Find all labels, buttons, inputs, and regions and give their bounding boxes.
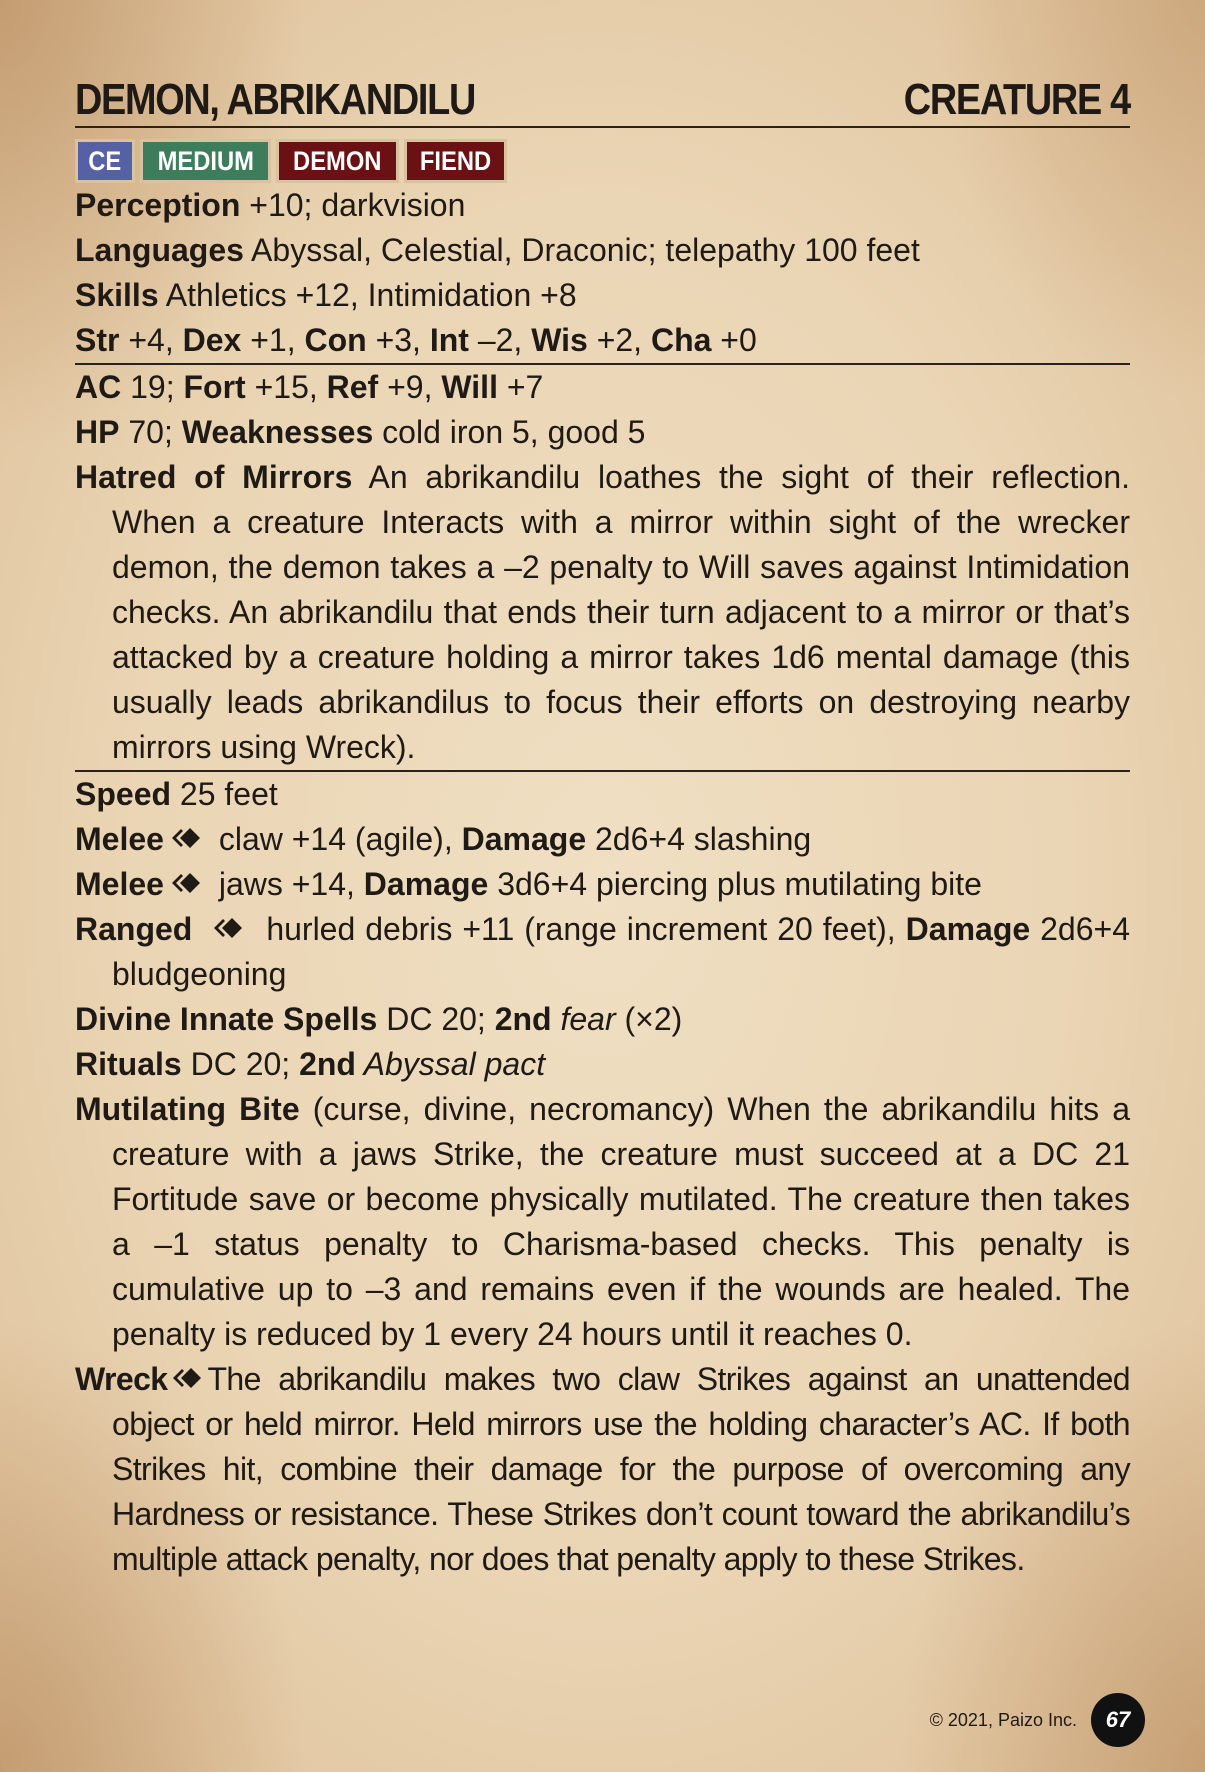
hatred-of-mirrors-ability: Hatred of Mirrors An abrikandilu loathes the sight of their reflection. When a creature Interacts with a mirror within sight of the wrecker demon, the demon takes a –2 penalty to Will saves against Intimidation checks. An abrikandilu that ends their turn adjacent to a mirror or that’s attacked by a creature holding a mirror takes 1d6 mental damage (this usually leads abrikandilus to focus their efforts on destroying nearby mirrors using Wreck). (75, 459, 1131, 765)
single-action-icon (210, 913, 246, 943)
trait-list (75, 139, 1130, 183)
creature-name: DEMON, ABRIKANDILU (75, 75, 476, 124)
single-action-icon (168, 868, 204, 898)
perception-line: Perception +10; darkvision (75, 187, 466, 223)
page-footer (930, 1693, 1145, 1747)
copyright-text: © 2021, Paizo Inc. (929, 1709, 1077, 1730)
single-action-icon (169, 1363, 205, 1393)
page-number: 67 (1091, 1693, 1145, 1747)
creature-level: CREATURE 4 (903, 75, 1130, 124)
speed-line: Speed 25 feet (75, 776, 278, 812)
melee-claw-line: Melee claw +14 (agile), Damage 2d6+4 slashing (75, 821, 812, 857)
melee-jaws-line: Melee jaws +14, Damage 3d6+4 piercing plus mutilating bite (75, 866, 982, 902)
title-row (75, 70, 1130, 128)
mutilating-bite-ability: Mutilating Bite (curse, divine, necromancy) When the abrikandilu hits a creature with a jaws Strike, the creature must succeed at a DC 21 Fortitude save or become physically mutilated. The creature then takes a –1 status penalty to Charisma-based checks. This penalty is cumulative up to –3 and remains even if the wounds are healed. The penalty is reduced by 1 every 24 hours until it reaches 0. (75, 1091, 1131, 1352)
languages-line: Languages Abyssal, Celestial, Draconic; telepathy 100 feet (75, 232, 920, 268)
innate-spells-line: Divine Innate Spells DC 20; 2nd fear (×2) (75, 1001, 683, 1037)
trait-size: MEDIUM (140, 139, 272, 183)
rituals-line: Rituals DC 20; 2nd Abyssal pact (75, 1046, 546, 1082)
stat-block (75, 70, 1130, 1582)
defenses-line: AC 19; Fort +15, Ref +9, Will +7 (75, 369, 544, 405)
ability-scores-line: Str +4, Dex +1, Con +3, Int –2, Wis +2, Cha +0 (75, 322, 757, 358)
hp-line: HP 70; Weaknesses cold iron 5, good 5 (75, 414, 646, 450)
trait-demon: DEMON (276, 139, 399, 183)
wreck-ability: Wreck The abrikandilu makes two claw Strikes against an unattended object or held mirror. Held mirrors use the holding character’s AC. If both Strikes hit, combine their damage for the purpose of overcoming any Hardness or resistance. These Strikes don’t count toward the abrikandilu’s multiple attack penalty, nor does that penalty apply to these Strikes. (75, 1361, 1130, 1577)
trait-fiend: FIEND (404, 139, 507, 183)
single-action-icon (168, 823, 204, 853)
trait-alignment: CE (75, 139, 135, 183)
ranged-debris-line: Ranged hurled debris +11 (range increment 20 feet), Damage 2d6+4 bludgeoning (75, 911, 1131, 992)
skills-line: Skills Athletics +12, Intimidation +8 (75, 277, 577, 313)
